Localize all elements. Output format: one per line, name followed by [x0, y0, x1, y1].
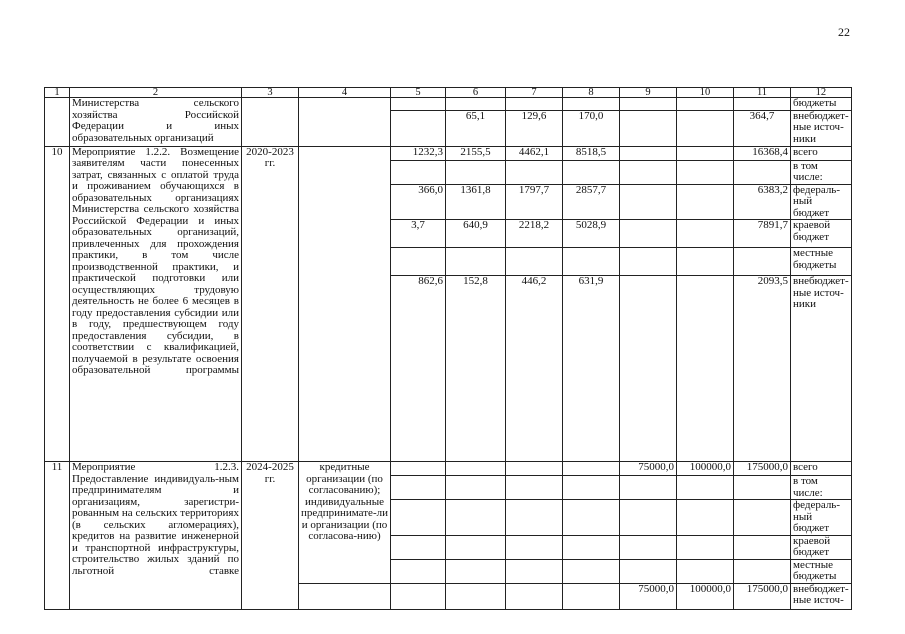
cell-value: 2857,7	[563, 184, 620, 220]
cell-value: 640,9	[446, 220, 506, 248]
description-line: образовательных организаций	[72, 131, 214, 144]
cell-total: 7891,7	[734, 220, 791, 248]
page-number: 22	[838, 25, 850, 39]
col-header-3: 3	[242, 88, 299, 98]
cell-total: 364,7	[734, 110, 791, 146]
cell-value: 2155,5	[446, 146, 506, 160]
cell-num: 10	[45, 146, 70, 462]
table-row-continued	[45, 98, 852, 111]
cell-value	[391, 583, 446, 609]
cell-period: 2020-2023 гг.	[242, 146, 299, 462]
cell-value	[446, 462, 506, 476]
cell-period: 2024-2025 гг.	[242, 462, 299, 610]
cell-value	[620, 276, 677, 462]
cell-description: Мероприятие 1.2.2. Возмещение заявителям части понесенных затрат, связанных с оплатой труда и проживанием обучающихся в образовательных организациях Министерства сельского хозяйства Российской Федерации и иных образовательных организаций, привлеченных для прохождения практики, в том числе производственной практики, и практической подготовки или осуществляющих трудовую деятельность не более 6 месяцев в году предоставления субсидии или в году, предшествующем году предоставления субсидии, в соответствии с квалификацией, получаемой в результате освоения образовательной программы	[70, 146, 242, 462]
cell-value: 862,6	[391, 276, 446, 462]
cell-description: Мероприятие 1.2.3. Предоставление индивидуаль-ным предпринимателям и организациям, зарегистри-рованным на сельских территориях (в сельских агломерациях), кредитов на развитие инженерной и транспортной инфраструктуры, строительство жилых зданий по льготной ставке	[70, 462, 242, 610]
cell-value: 75000,0	[620, 583, 677, 609]
cell-total: 175000,0	[734, 462, 791, 476]
budget-table	[44, 87, 852, 610]
cell-source: внебюджет-ные источ-ники	[791, 110, 852, 146]
cell-value	[620, 220, 677, 248]
cell-num	[45, 98, 70, 147]
cell-source: краевой бюджет	[791, 220, 852, 248]
cell-value: 75000,0	[620, 462, 677, 476]
cell-source: в том числе:	[791, 160, 852, 184]
cell-executor: кредитные организации (по согласованию); индивидуальные предпринимате-ли и организации (по согласова-нию)	[299, 462, 391, 584]
cell-value: 446,2	[506, 276, 563, 462]
cell-value	[677, 220, 734, 248]
cell-source: в том числе:	[791, 476, 852, 500]
cell-value	[506, 583, 563, 609]
col-header-6: 6	[446, 88, 506, 98]
cell-source: федераль-ный бюджет	[791, 500, 852, 536]
col-header-2: 2	[70, 88, 242, 98]
col-header-10: 10	[677, 88, 734, 98]
cell-source: внебюджет-ные источ-ники	[791, 276, 852, 462]
col-header-9: 9	[620, 88, 677, 98]
cell-value: 2218,2	[506, 220, 563, 248]
col-header-12: 12	[791, 88, 852, 98]
cell-num: 11	[45, 462, 70, 610]
cell-value	[391, 462, 446, 476]
cell-value: 1361,8	[446, 184, 506, 220]
col-header-7: 7	[506, 88, 563, 98]
cell-value: 631,9	[563, 276, 620, 462]
cell-value: 129,6	[506, 110, 563, 146]
cell-value: 1232,3	[391, 146, 446, 160]
cell-value: 152,8	[446, 276, 506, 462]
cell-value: 1797,7	[506, 184, 563, 220]
col-header-5: 5	[391, 88, 446, 98]
description-line: хозяйства Российской	[72, 108, 239, 121]
cell-value	[563, 583, 620, 609]
cell-source: всего	[791, 462, 852, 476]
cell-value: 3,7	[391, 220, 446, 248]
cell-source: местные бюджеты	[791, 559, 852, 583]
cell-period	[242, 98, 299, 147]
cell-executor	[299, 98, 391, 147]
description-line: Министерства сельского	[72, 97, 239, 109]
cell-value	[677, 276, 734, 462]
cell-total: 2093,5	[734, 276, 791, 462]
cell-executor	[299, 146, 391, 462]
cell-value	[563, 462, 620, 476]
cell-value	[446, 583, 506, 609]
cell-value: 100000,0	[677, 462, 734, 476]
cell-value: 5028,9	[563, 220, 620, 248]
cell-value: 65,1	[446, 110, 506, 146]
cell-source: местные бюджеты	[791, 248, 852, 276]
cell-total: 175000,0	[734, 583, 791, 609]
col-header-1: 1	[45, 88, 70, 98]
cell-source: внебюджет-ные источ-	[791, 583, 852, 609]
cell-description	[70, 98, 242, 147]
cell-value	[677, 184, 734, 220]
cell-source: всего	[791, 146, 852, 160]
table-row-10	[45, 146, 852, 160]
col-header-11: 11	[734, 88, 791, 98]
cell-value: 100000,0	[677, 583, 734, 609]
cell-source: бюджеты	[791, 98, 852, 111]
cell-executor-blank	[299, 583, 391, 609]
cell-value: 366,0	[391, 184, 446, 220]
table-row-11	[45, 462, 852, 476]
cell-value: 170,0	[563, 110, 620, 146]
cell-value	[620, 184, 677, 220]
cell-value	[620, 146, 677, 160]
description-line: Федерации и иных	[72, 120, 239, 132]
cell-total: 16368,4	[734, 146, 791, 160]
col-header-8: 8	[563, 88, 620, 98]
cell-value: 8518,5	[563, 146, 620, 160]
col-header-4: 4	[299, 88, 391, 98]
cell-source: краевой бюджет	[791, 535, 852, 559]
cell-year-5	[391, 110, 446, 146]
column-header-row	[45, 88, 852, 98]
cell-value	[677, 146, 734, 160]
cell-value	[506, 462, 563, 476]
cell-value: 4462,1	[506, 146, 563, 160]
cell-source: федераль-ный бюджет	[791, 184, 852, 220]
cell-total: 6383,2	[734, 184, 791, 220]
